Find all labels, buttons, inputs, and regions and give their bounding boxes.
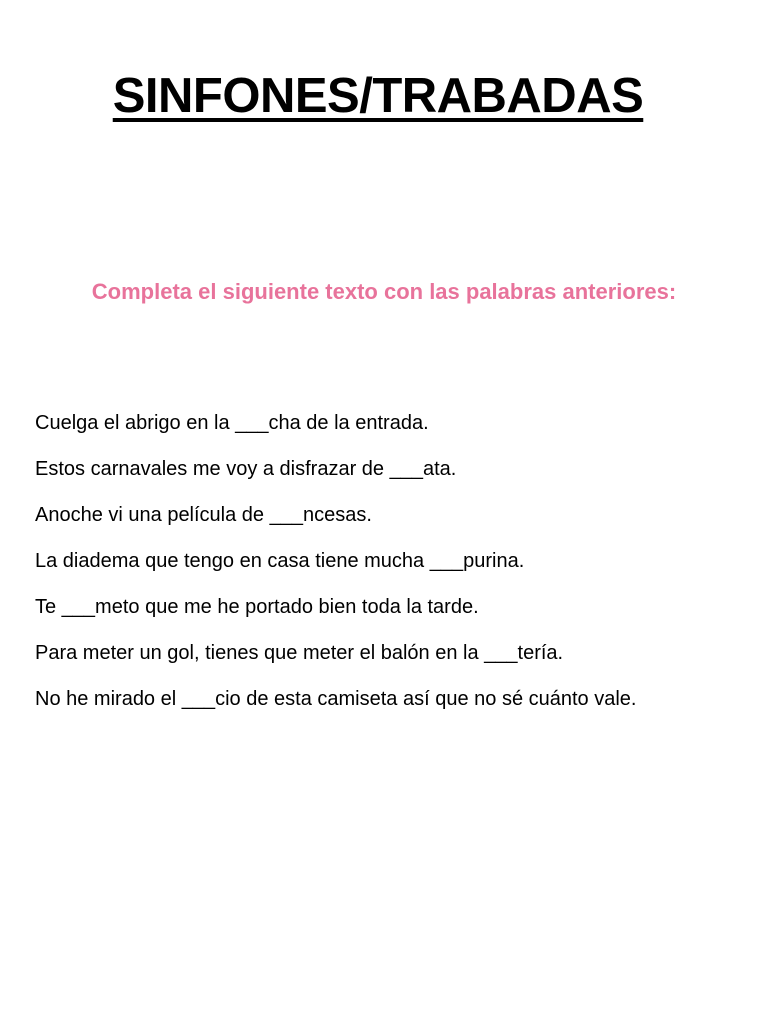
sentence-1: Cuelga el abrigo en la ___cha de la entrada. <box>35 412 429 434</box>
sentence-2: Estos carnavales me voy a disfrazar de ___ata. <box>35 458 457 480</box>
sentence-7: No he mirado el ___cio de esta camiseta así que no sé cuánto vale. <box>35 688 637 710</box>
sentence-6: Para meter un gol, tienes que meter el balón en la ___tería. <box>35 642 564 664</box>
sentence-list <box>35 400 755 722</box>
page-title: SINFONES/TRABADAS <box>112 69 644 123</box>
sentence-4: La diadema que tengo en casa tiene mucha ___purina. <box>35 550 525 572</box>
sentence-3: Anoche vi una película de ___ncesas. <box>35 504 372 526</box>
instruction-text: Completa el siguiente texto con las palabras anteriores: <box>91 279 677 304</box>
sentence-5: Te ___meto que me he portado bien toda la tarde. <box>35 596 479 618</box>
